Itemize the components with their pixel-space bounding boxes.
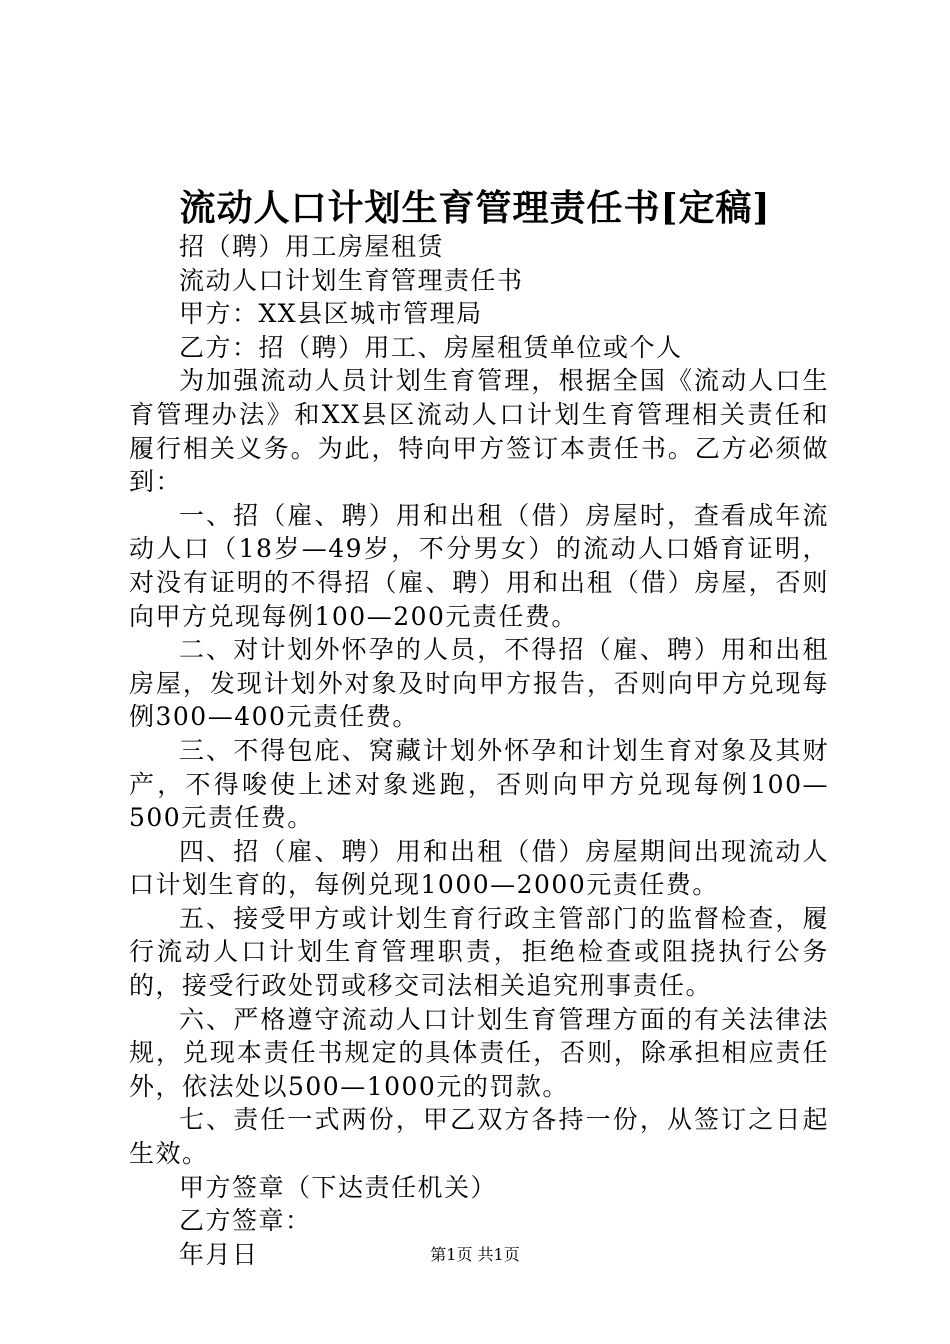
intro-paragraph: 为加强流动人员计划生育管理，根据全国《流动人口生育管理办法》和XX县区流动人口计划生育管理相关责任和履行相关义务。为此，特向甲方签订本责任书。乙方必须做到： [129, 366, 829, 497]
document-body [129, 230, 829, 1271]
subtitle-line-2: 流动人口计划生育管理责任书 [179, 265, 524, 295]
clause-4: 四、招（雇、聘）用和出租（借）房屋期间出现流动人口计划生育的，每例兑现1000—2000元责任费。 [129, 836, 829, 900]
party-b-signature: 乙方签章： [179, 1206, 312, 1236]
party-a: 甲方：XX县区城市管理局 [179, 299, 483, 329]
clause-6: 六、严格遵守流动人口计划生育管理方面的有关法律法规，兑现本责任书规定的具体责任，否则，除承担相应责任外，依法处以500—1000元的罚款。 [129, 1004, 829, 1101]
document-title: 流动人口计划生育管理责任书[定稿] [179, 187, 771, 229]
clause-2: 二、对计划外怀孕的人员，不得招（雇、聘）用和出租房屋，发现计划外对象及时向甲方报告，否则向甲方兑现每例300—400元责任费。 [129, 635, 829, 732]
party-a-signature: 甲方签章（下达责任机关） [179, 1172, 498, 1202]
clause-1: 一、招（雇、聘）用和出租（借）房屋时，查看成年流动人口（18岁—49岁，不分男女）的流动人口婚育证明，对没有证明的不得招（雇、聘）用和出租（借）房屋，否则向甲方兑现每例100—200元责任费。 [129, 500, 829, 631]
subtitle-line-1: 招（聘）用工房屋租赁 [179, 232, 445, 261]
party-b: 乙方：招（聘）用工、房屋租赁单位或个人 [179, 332, 683, 362]
date-line: 年月日 [179, 1239, 259, 1269]
page-footer: 第1页 共1页 [430, 1245, 520, 1264]
clause-3: 三、不得包庇、窝藏计划外怀孕和计划生育对象及其财产，不得唆使上述对象逃跑，否则向甲方兑现每例100—500元责任费。 [129, 735, 829, 833]
clause-7: 七、责任一式两份，甲乙双方各持一份，从签订之日起生效。 [129, 1105, 829, 1169]
clause-5: 五、接受甲方或计划生育行政主管部门的监督检查，履行流动人口计划生育管理职责，拒绝检查或阻挠执行公务的，接受行政处罚或移交司法相关追究刑事责任。 [129, 903, 829, 1001]
